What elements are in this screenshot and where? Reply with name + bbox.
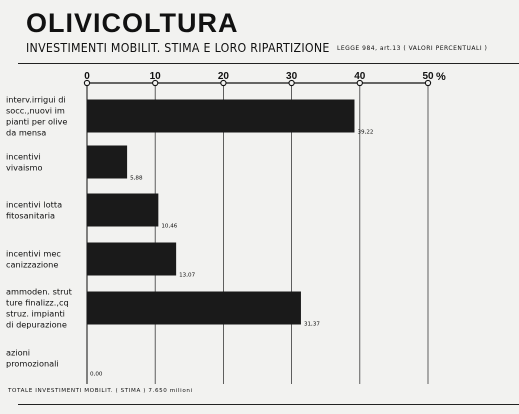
chart-title: OLIVICOLTURA [26,8,239,38]
category-label: incentivi mec [6,248,61,259]
data-label: 5,88 [130,175,143,182]
bar [87,243,176,276]
data-label: 0,00 [90,371,103,378]
bar [87,292,301,325]
category-label: canizzazione [6,259,59,270]
category-label: ture finalizz.,cq [6,297,69,308]
category-label: vivaismo [6,162,43,173]
category-label: pianti per olive [6,116,68,127]
data-label: 39,22 [357,129,374,136]
source-note: LEGGE 984, art.13 ( VALORI PERCENTUALI ) [337,45,488,52]
tick-label: 10 [149,71,161,82]
category-label: da mensa [6,127,47,138]
category-label: fitosanitaria [6,210,56,221]
data-label: 31,37 [303,321,320,328]
tick-label: 40 [354,71,366,82]
data-label: 13,07 [179,272,196,279]
category-label: interv.irrigui di [6,94,66,105]
tick-label: 20 [217,71,229,82]
category-label: azioni [6,347,31,358]
category-label: incentivi lotta [6,199,63,210]
data-label: 10,46 [161,223,178,230]
tick-label: 50 [422,71,434,82]
category-label: socc.,nuovi im [6,105,65,116]
bar [87,194,158,227]
unit-label: % [436,71,446,83]
tick-label: 0 [84,71,90,82]
bar [87,146,127,179]
category-label: promozionali [6,358,59,369]
category-label: ammoden. strut [6,286,72,297]
category-label: struz. impianti [6,308,65,319]
category-label: incentivi [6,151,41,162]
category-label: di depurazione [6,319,67,330]
chart-subtitle: INVESTIMENTI MOBILIT. STIMA E LORO RIPARTIZIONE [26,41,330,55]
tick-label: 30 [286,71,298,82]
total-investment-note: TOTALE INVESTIMENTI MOBILIT. ( STIMA ) 7.650 milioni [8,388,193,394]
bar [87,100,354,133]
